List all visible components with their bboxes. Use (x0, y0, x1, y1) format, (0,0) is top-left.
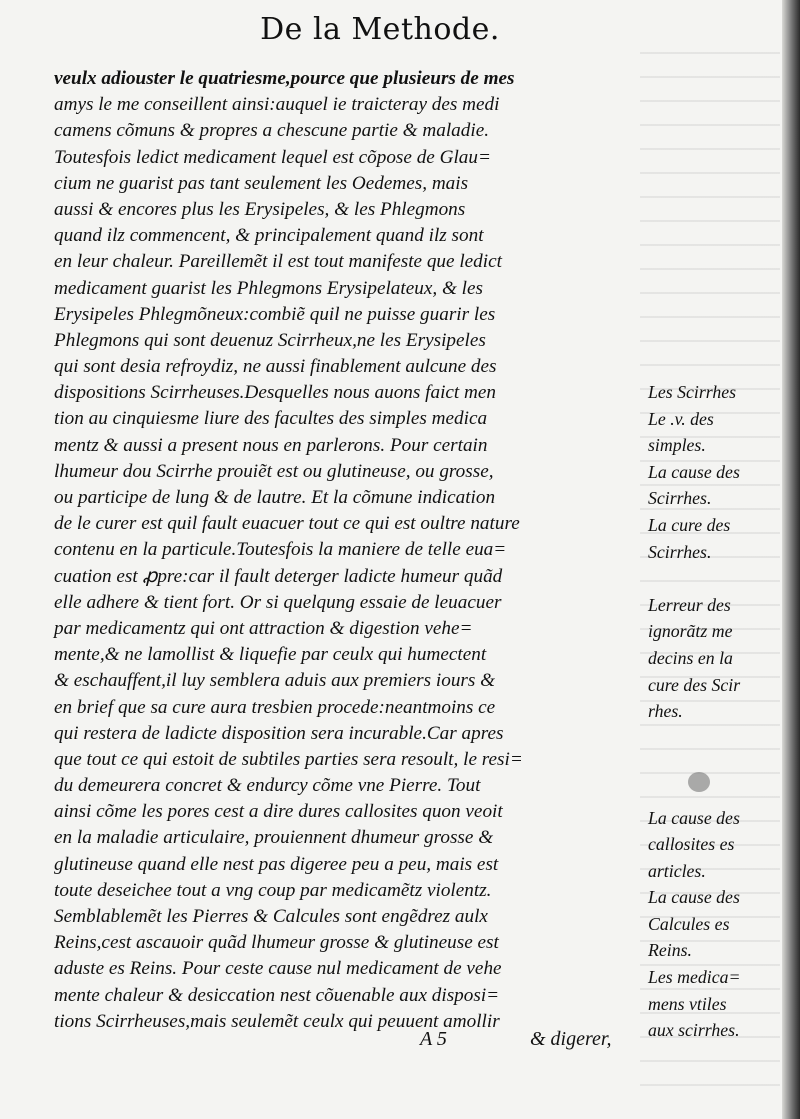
margin-note: cure des Scir (648, 674, 741, 695)
text-line: du demeurera concret & endurcy cõme vne Pierre. Tout (54, 775, 481, 797)
text-line: Erysipeles Phlegmõneux:combiẽ quil ne puisse guarir les (54, 303, 496, 325)
margin-note: Lerreur des (648, 594, 731, 615)
margin-note: Reins. (648, 940, 692, 961)
text-line: tion au cinquiesme liure des facultes des simples medica (54, 408, 488, 430)
text-line: ainsi cõme les pores cest a dire dures callosites quon veoit (54, 801, 503, 823)
text-line: quand ilz commencent, & principalement quand ilz sont (54, 225, 484, 247)
margin-note: La cause des (648, 807, 740, 828)
text-line: Toutesfois ledict medicament lequel est cõpose de Glau= (54, 146, 491, 168)
text-line: dispositions Scirrheuses.Desquelles nous auons faict men (54, 382, 497, 404)
text-line: lhumeur dou Scirrhe prouiẽt est ou glutineuse, ou grosse, (54, 460, 494, 482)
text-line: aduste es Reins. Pour ceste cause nul medicament de vehe (54, 958, 502, 980)
text-line: tions Scirrheuses,mais seulemẽt ceulx qui peuuent amollir (54, 1010, 500, 1032)
margin-note: Calcules es (648, 913, 730, 934)
text-line: mentz & aussi a present nous en parlerons. Pour certain (54, 434, 488, 456)
margin-note: La cause des (648, 461, 740, 482)
text-line: en brief que sa cure aura tresbien procede:neantmoins ce (54, 696, 496, 718)
signature-mark: A 5 (420, 1028, 447, 1050)
text-line: contenu en la particule.Toutesfois la maniere de telle eua= (54, 539, 507, 561)
text-line: elle adhere & tient fort. Or si quelqung essaie de leuacuer (54, 591, 502, 613)
running-head: De la Methode. (260, 12, 500, 47)
ink-blot (688, 772, 710, 792)
catchword: & digerer, (530, 1028, 612, 1050)
text-line: medicament guarist les Phlegmons Erysipelateux, & les (54, 277, 483, 299)
text-line: glutineuse quand elle nest pas digeree peu a peu, mais est (54, 853, 499, 875)
margin-spacer (648, 565, 780, 592)
text-line: Semblablemẽt les Pierres & Calcules sont engẽdrez aulx (54, 906, 488, 927)
margin-spacer (648, 725, 780, 805)
margin-note: Les medica= (648, 967, 741, 988)
text-line: qui restera de ladicte disposition sera incurable.Car apres (54, 722, 504, 744)
text-line: en la maladie articulaire, prouiennent dhumeur grosse & (54, 827, 494, 849)
text-line: qui sont desia refroydiz, ne aussi finablement aulcune des (54, 356, 497, 378)
margin-note: Le .v. des (648, 408, 714, 429)
text-line: mente chaleur & desiccation nest cõuenable aux disposi= (54, 984, 500, 1006)
main-text-block (54, 66, 642, 1035)
text-line: camens cõmuns & propres a chescune partie & maladie. (54, 120, 490, 142)
text-line: cuation est ꝓpre:car il fault deterger ladicte humeur quãd (54, 565, 503, 587)
margin-note: mens vtiles (648, 993, 727, 1014)
margin-note: Scirrhes. (648, 541, 712, 562)
text-line: Reins,cest ascauoir quãd lhumeur grosse & glutineuse est (54, 932, 499, 954)
text-line: en leur chaleur. Pareillemẽt il est tout manifeste que ledict (54, 251, 502, 273)
text-line: toute deseichee tout a vng coup par medicamẽtz violentz. (54, 879, 492, 901)
text-line: aussi & encores plus les Erysipeles, & les Phlegmons (54, 198, 466, 220)
text-line: ou participe de lung & de lautre. Et la cõmune indication (54, 487, 496, 508)
text-line: que tout ce qui estoit de subtiles parties sera resoult, le resi= (54, 748, 523, 770)
margin-note: Les Scirrhes (648, 382, 737, 402)
page-gutter-shadow (782, 0, 800, 1119)
margin-note: callosites es (648, 834, 735, 855)
margin-note: La cure des (648, 514, 731, 535)
margin-note: aux scirrhes. (648, 1020, 740, 1041)
margin-note: La cause des (648, 887, 740, 908)
text-line: de le curer est quil fault euacuer tout ce qui est oultre nature (54, 513, 520, 535)
text-line: par medicamentz qui ont attraction & digestion vehe= (54, 617, 473, 639)
margin-note: Scirrhes. (648, 488, 712, 509)
text-line: & eschauffent,il luy semblera aduis aux premiers iours & (54, 670, 496, 692)
marginal-notes (648, 379, 780, 1044)
text-line: cium ne guarist pas tant seulement les Oedemes, mais (54, 172, 469, 194)
text-line: veulx adiouster le quatriesme,pource que plusieurs de mes (54, 68, 515, 89)
margin-note: rhes. (648, 701, 683, 722)
margin-note: decins en la (648, 647, 733, 668)
text-line: Phlegmons qui sont deuenuz Scirrheux,ne les Erysipeles (54, 329, 486, 351)
margin-note: simples. (648, 435, 706, 456)
text-line: amys le me conseillent ainsi:auquel ie traicteray des medi (54, 94, 500, 116)
text-line: mente,& ne lamollist & liquefie par ceulx qui humectent (54, 644, 487, 666)
margin-note: articles. (648, 860, 706, 881)
margin-note: ignorãtz me (648, 621, 733, 642)
